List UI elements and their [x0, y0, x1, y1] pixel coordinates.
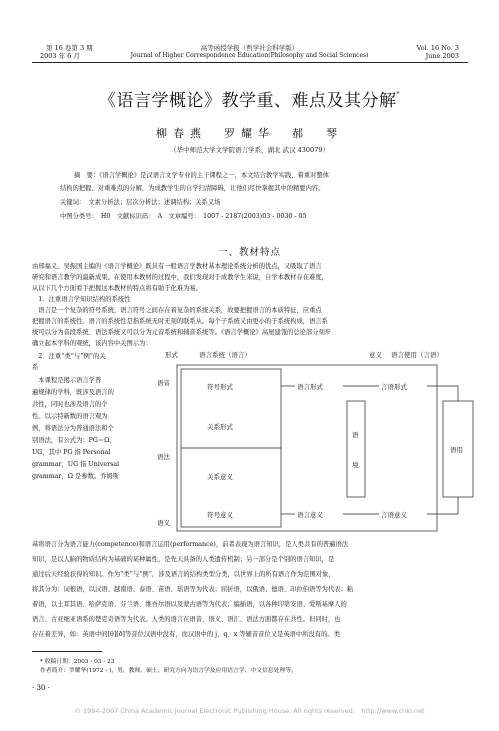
diagram-fuhao-yiyi: 符号意义	[207, 511, 233, 519]
column-line: 共性，同时也涉及语言的个	[32, 401, 108, 408]
keywords: 关键词： 文素分析法；层次分析法；述调结构；关系义场	[60, 199, 221, 206]
subsection-heading-cont: 系	[32, 364, 39, 371]
diagram-label-jing: 境	[352, 461, 359, 469]
diagram-fuhao-xingshi: 符号形式	[207, 383, 233, 391]
subsection-heading: 2．注重“类”与“例”的关	[32, 353, 106, 360]
page-number: · 30 ·	[32, 684, 50, 692]
classification-codes: 中图分类号： H0 文献标识码： A 文章编号： 1007 - 2187(2003)03 - 0030 - 05	[60, 213, 307, 220]
diagram-label-yuyin: 语音	[157, 379, 170, 387]
column-line: 性。以示特新数的语言观为	[32, 413, 108, 420]
diagram-label-yufa: 语法	[157, 453, 170, 461]
footnote-received: * 收稿日期：2003 - 03 - 23	[40, 659, 115, 665]
body-line: 通过后天经验获得的知识。作为“类”与“例”，涉及语言的结构类型分类，以世界上的所有语言作为范围对象，	[32, 571, 335, 578]
copyright-footer: © 1994-2007 China Academic Journal Electronic Publishing House. All rights reserved. http://www.cnki.net	[74, 707, 425, 715]
paper-authors: 柳春燕 罗耀华 郝 琴	[156, 127, 343, 140]
body-line: 着语，以土耳其语、哈萨克语、芬兰语、维吾尔语以及蒙古语等为代表；编插语，以各种印第安语、爱斯基摩人的	[32, 601, 347, 608]
body-line: 确立起本学科的观统，该内容中关图示为：	[32, 340, 152, 347]
diagram-guanxi-yiyi: 关系意义	[207, 473, 233, 481]
diagram-label-yu: 语	[352, 431, 359, 439]
diagram-yuyan-yiyi: 语言意义	[297, 511, 323, 519]
diagram-guanxi-xingshi: 关系形式	[207, 423, 233, 431]
diagram-yanyu-yiyi: 言语意义	[381, 511, 407, 519]
column-line: 例，将语法分为普通语法和个	[32, 425, 114, 432]
header-rule	[32, 62, 468, 63]
body-line: 由邢福义、吴振国主编的《语言学概论》既具有一般语言学教材基本理论系统分析的优点，又吸取了语言	[32, 263, 322, 270]
journal-name-en: Journal of Higher Correspondence Education(Philosophy and Social Sciences)	[130, 52, 369, 59]
body-line: 将其分为：词根语，以汉语、越南语、泰语、苗语、瑶语等为代表；屈折语，以俄语、德语、印拉伯语等为代表；粘	[32, 586, 354, 593]
diagram-label-use: 语言使用（言语）	[391, 351, 443, 359]
body-line: 语言、古亚细亚语系的楚克奇语等为代表。人类的语言在语音、语义、语汇、语法方面都存在共性。但同时，也	[32, 616, 341, 623]
diagram-yanyu-xingshi: 言语形式	[381, 383, 407, 391]
body-line: 语言是一个复杂的符号系统，语言符号之间存在着复杂的系统关系，故要把握语言的本质特征，应重点	[32, 307, 322, 314]
body-line: 统可以分为音段系统、语法系统又可以分为元音系统和辅音系统等。《语言学概论》高屋建瓴的总论部分刻步	[32, 329, 332, 336]
diagram-yuyan-xingshi: 语言形式	[297, 383, 323, 391]
journal-name-cn: 高等函授学报（哲学社会科学版）	[200, 44, 299, 52]
column-line: 别语法，有公式为：PG＝Ω，	[32, 437, 116, 444]
body-line: 研究和语言教学的最新成果。在使用本教材的过程中，我们发现对于成教学生来说，自学本教材存在难度，	[32, 274, 328, 281]
diagram-context-box	[347, 401, 365, 497]
paper-title: 《语言学概论》教学重、难点及其分解*	[99, 91, 400, 111]
column-line: grammar，Ω 是参数。乔姆斯	[32, 473, 120, 480]
journal-volume: 第 16 卷第 3 期	[46, 44, 93, 52]
diagram-label-form: 形式	[165, 351, 178, 359]
column-line: grammar，UG 指 Universal	[32, 461, 120, 468]
column-line: 遍规律的学科，既涉及语言的	[32, 389, 114, 396]
footnote-author: 作者简介：罗耀华(1972 - )，男，教师，硕士，研究方向为语言学及应用语言学、中文信息处理等。	[40, 668, 297, 674]
column-line: 本课程是揭示语言学普	[32, 377, 102, 384]
journal-vol-en: Vol. 16 No. 3	[416, 44, 459, 52]
body-line: 知识，是以人脑的物质结构为基础的某种属性，是先天具备的人类遗传机制；另一部分是个别的语言知识，是	[32, 556, 335, 563]
paper-affiliation: （华中师范大学文学院语言学系，湖北 武汉 430079）	[170, 146, 329, 154]
section-heading: 一、教材特点	[217, 247, 281, 258]
column-line: UG，其中 PG 指 Personal	[32, 449, 111, 456]
abstract-line-2: 结构的把握、对重难点的分解，为成教学生的自学扫清障碍，让他们尽快掌握其中的精要内容。	[60, 185, 325, 192]
footnote-rule	[32, 651, 102, 652]
title-footnote-mark: *	[396, 91, 400, 98]
body-line: 基将语言分为语言能力(competence)和语言运用(performance)，前者表现为语言知识，是人类共有的普遍语法	[32, 541, 349, 548]
abstract-line-1: 摘 要：《语言学概论》是汉语言文学专业的主干课程之一，本文结合教学实践，着重对整体	[74, 172, 330, 179]
diagram-label-yuyong: 语用	[450, 446, 463, 454]
body-line: 把握语言的系统性。语言的系统性是指系统无时无刻的联系从。每个子系统又由更小的子系统构成，语言系	[32, 318, 328, 325]
journal-date: 2003 年 6 月	[40, 52, 80, 60]
body-line: 从以下几个方面看手把握这本教材的特点将有助于化难为易。	[32, 285, 203, 292]
diagram-label-language: 语言系统（语言）	[199, 351, 251, 359]
diagram-label-meaning: 意义	[369, 351, 382, 359]
body-line: 存在着差异，如：英语中的[θ][ð]等音位汉语中没有，而汉语中的 j、q、x 等辅音音位又是英语中所没有的。类	[32, 631, 341, 638]
journal-date-en: June 2003	[425, 52, 459, 60]
language-system-diagram	[147, 349, 477, 535]
diagram-label-yuyi: 语义	[157, 519, 170, 527]
body-line: 1．注重语言学知识结构的系统性	[32, 296, 131, 303]
